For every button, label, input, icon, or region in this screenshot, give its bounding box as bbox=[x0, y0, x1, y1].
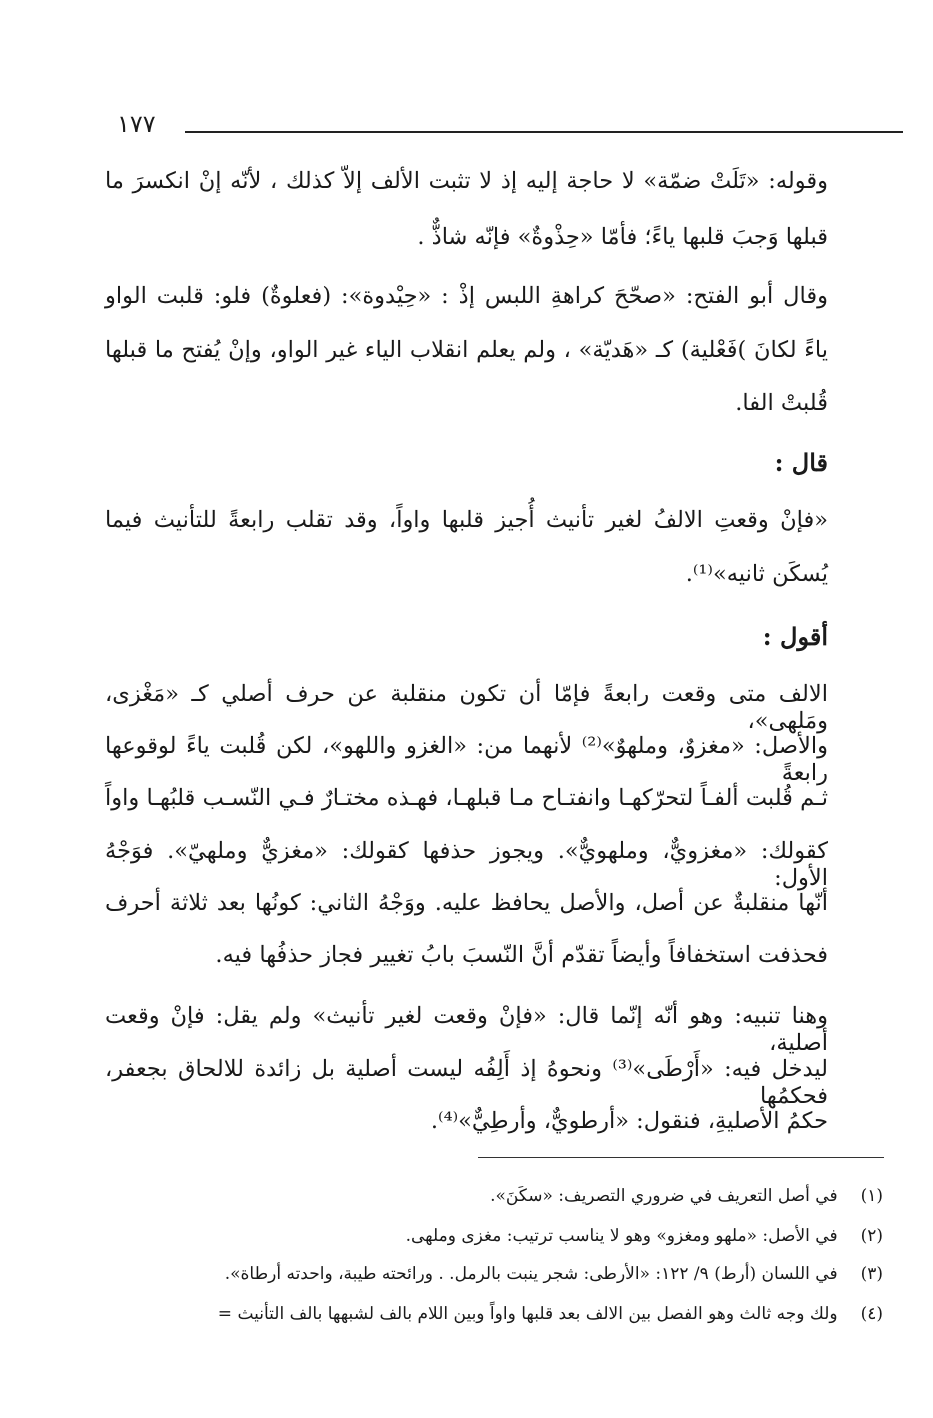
body-line: كقولك: «مغزويٌّ، وملهويٌّ». ويجوز حذفها كقولك: «مغزيٌّ وملهيّ». فوَجْهُ الأول: bbox=[105, 838, 828, 891]
body-line: قبلها وَجبَ قلبها ياءً؛ فأمّا «حِذْوةٌ» فإنّه شاذٌّ . bbox=[417, 224, 828, 250]
body-line: قُلبتْ الفا. bbox=[735, 390, 828, 416]
body-line: وقوله: «تَلَتْ ضمّة» لا حاجة إليه إذ لا تثبت الألف إلاّ كذلك ، لأنّه إنْ انكسرَ ما bbox=[105, 168, 828, 194]
footnote-number: (٢) bbox=[860, 1226, 883, 1246]
footnote-number: (٣) bbox=[860, 1264, 883, 1284]
body-line: والأصل: «مغزوٌ، وملهوٌ»⁽²⁾ لأنهما من: «الغزو واللهو»، لكن قُلبت ياءً لوقوعها رابعةً bbox=[105, 733, 828, 786]
section-heading: قال : bbox=[774, 448, 828, 477]
body-line: أنّها منقلبةٌ عن أصل، والأصل يحافظ عليه. ووَجْهُ الثاني: كونُها بعد ثلاثة أحرف bbox=[105, 890, 828, 916]
body-line: وقال أبو الفتح: «صحّحَ كراهةِ اللبس إذْ : «حِيْدوة»: (فعلوةٌ) فلو: قلبت الواو bbox=[105, 283, 828, 309]
footnote bbox=[30, 1226, 883, 1246]
footnote-number: (١) bbox=[860, 1186, 883, 1206]
body-line: يُسكَن ثانيه»⁽¹⁾. bbox=[685, 561, 828, 587]
body-line: حكمُ الأصليةِ، فنقول: «أرطويٌّ، وأرطِيٌّ»⁽⁴⁾. bbox=[430, 1108, 828, 1134]
header-rule bbox=[185, 131, 903, 133]
section-heading: أقول : bbox=[762, 622, 828, 651]
page-number: ١٧٧ bbox=[117, 110, 156, 138]
body-line: وهنا تنبيه: وهو أنّه إنّما قال: «فإنْ وقعت لغير تأنيث» ولم يقل: فإنْ وقعت أصلية، bbox=[105, 1003, 828, 1056]
footnote bbox=[30, 1186, 883, 1206]
footnote-number: (٤) bbox=[860, 1304, 883, 1324]
footnote-text: في اللسان (أرط) ٩/ ١٢٢: «الأرطى: شجر ينبت بالرمل. . ورائحته طيبة، واحدته أرطاة». bbox=[224, 1264, 838, 1284]
footnote-rule bbox=[478, 1157, 884, 1158]
footnote-text: في أصل التعريف في ضروري التصريف: «سكَنَ». bbox=[490, 1186, 838, 1206]
footnote bbox=[20, 1304, 883, 1324]
body-line: ثـم قُلبت ألفـاً لتحرّكهـا وانفتـاح مـا قبلهـا، فهـذه مختـارٌ فـي النّسـب قلبُهـا واواً bbox=[105, 785, 828, 811]
body-line: الالف متى وقعت رابعةً فإمّا أن تكون منقلبة عن حرف أصلي كـ «مَغْزى، ومَلهى»، bbox=[105, 681, 828, 734]
footnote bbox=[30, 1264, 883, 1284]
body-line: فحذفت استخفافاً وأيضاً تقدّم أنَّ النّسبَ بابُ تغيير فجاز حذفُها فيه. bbox=[215, 942, 828, 968]
body-line: ياءً لكانَ )فَعْلية) كـ «هَديّة» ، ولم يعلم انقلاب الياء غير الواو، وإنْ يُفتح ما قبلها bbox=[105, 337, 829, 363]
footnote-text: ولك وجه ثالث وهو الفصل بين الالف بعد قلبها واواً وبين اللام بالف لشبهها بالف التأنيث = bbox=[217, 1304, 838, 1324]
body-line: «فإنْ وقعتِ الالفُ لغير تأنيث أُجيز قلبها واواً، وقد تقلب رابعةً للتأنيث فيما bbox=[105, 507, 828, 533]
footnote-text: في الأصل: «ملهو ومغزو» وهو لا يناسب ترتيب: مغزى وملهى. bbox=[405, 1226, 838, 1246]
body-line: ليدخل فيه: «أَرْطَى»⁽³⁾ ونحوهُ إذ أَلِفُه ليست أصلية بل زائدة للالحاق بجعفر، فحكمُها bbox=[105, 1056, 829, 1109]
